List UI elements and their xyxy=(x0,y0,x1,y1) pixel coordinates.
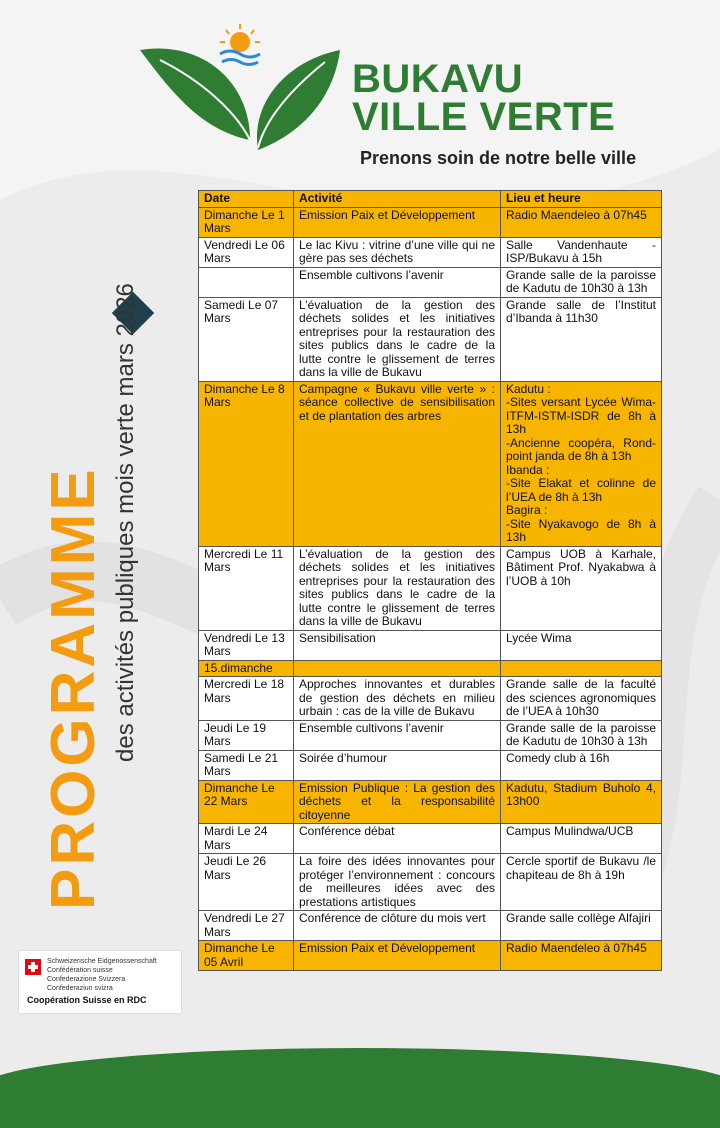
table-row xyxy=(199,854,662,911)
cell-date: 15.dimanche xyxy=(199,660,294,677)
cell-activity: Approches innovantes et durables de gestion des déchets en milieu urbain : cas de la ville de Bukavu xyxy=(294,677,501,721)
cell-date: Mercredi Le 11 Mars xyxy=(199,546,294,630)
cell-activity: Emission Paix et Développement xyxy=(294,207,501,237)
cell-activity: Ensemble cultivons l’avenir xyxy=(294,267,501,297)
swiss-lines xyxy=(47,957,157,993)
tagline: Prenons soin de notre belle ville xyxy=(360,148,637,168)
leaf-logo xyxy=(140,20,380,160)
schedule-table xyxy=(198,190,662,971)
header-place: Lieu et heure xyxy=(501,191,662,208)
cell-place: Radio Maendeleo à 07h45 xyxy=(501,207,662,237)
cell-place: Kadutu, Stadium Buholo 4, 13h00 xyxy=(501,780,662,824)
table-row xyxy=(199,911,662,941)
table-row xyxy=(199,824,662,854)
cell-activity: L’évaluation de la gestion des déchets solides et les initiatives entreprises pour la restauration des sites publics dans le cadre de la lutte contre le glissement de terres dans la ville de Bukavu xyxy=(294,546,501,630)
cell-place: Grande salle de la paroisse de Kadutu de 10h30 à 13h xyxy=(501,267,662,297)
cell-activity: Sensibilisation xyxy=(294,630,501,660)
cell-place: Campus Mulindwa/UCB xyxy=(501,824,662,854)
cell-activity xyxy=(294,660,501,677)
swiss-flag-icon xyxy=(25,959,41,975)
header-date: Date xyxy=(199,191,294,208)
cell-activity: L’évaluation de la gestion des déchets solides et les initiatives entreprises pour la restauration des sites publics dans le cadre de la lutte contre le glissement de terres dans la ville de Bukavu xyxy=(294,297,501,381)
cell-date: Vendredi Le 06 Mars xyxy=(199,237,294,267)
cell-date: Vendredi Le 27 Mars xyxy=(199,911,294,941)
cell-place: Grande salle de l’Institut d’Ibanda à 11h30 xyxy=(501,297,662,381)
table-row xyxy=(199,780,662,824)
table-row xyxy=(199,237,662,267)
cell-date xyxy=(199,267,294,297)
table-row xyxy=(199,660,662,677)
cell-place xyxy=(501,660,662,677)
cell-place: Salle Vandenhaute - ISP/Bukavu à 15h xyxy=(501,237,662,267)
swiss-line: Schweizerische Eidgenossenschaft xyxy=(47,958,157,965)
cell-date: Dimanche Le 1 Mars xyxy=(199,207,294,237)
cell-activity: Le lac Kivu : vitrine d’une ville qui ne gère pas ses déchets xyxy=(294,237,501,267)
cell-date: Samedi Le 21 Mars xyxy=(199,750,294,780)
cell-activity: Soirée d’humour xyxy=(294,750,501,780)
schedule-table-wrap xyxy=(198,190,662,971)
swiss-line: Confederazione Svizzera xyxy=(47,976,126,983)
table-row xyxy=(199,677,662,721)
swiss-line: Confédération suisse xyxy=(47,967,113,974)
table-header-row xyxy=(199,191,662,208)
table-row xyxy=(199,267,662,297)
cell-place: Grande salle de la faculté des sciences agronomiques de l’UEA à 10h30 xyxy=(501,677,662,721)
programme-title: PROGRAMME xyxy=(39,466,108,910)
table-body xyxy=(199,207,662,971)
cell-activity: Conférence de clôture du mois vert xyxy=(294,911,501,941)
brand-line2: VILLE VERTE xyxy=(352,95,616,139)
table-row xyxy=(199,630,662,660)
bottom-green-band xyxy=(0,1048,720,1128)
cell-activity: Emission Publique : La gestion des déchets et la responsabilité citoyenne xyxy=(294,780,501,824)
cell-date: Mercredi Le 18 Mars xyxy=(199,677,294,721)
cell-activity: Emission Paix et Développement xyxy=(294,941,501,971)
cell-place: Radio Maendeleo à 07h45 xyxy=(501,941,662,971)
cell-date: Dimanche Le 05 Avril xyxy=(199,941,294,971)
cell-place: Kadutu : -Sites versant Lycée Wima-ITFM-ISTM-ISDR de 8h à 13h -Ancienne coopéra, Rond-point janda de 8h à 13h Ibanda : -Site Elakat et colinne de l’UEA de 8h à 13h Bagira : -Site Nyakavogo de 8h à 13h xyxy=(501,381,662,546)
brand-line1: BUKAVU xyxy=(352,57,524,101)
cell-place: Comedy club à 16h xyxy=(501,750,662,780)
table-row xyxy=(199,297,662,381)
cell-date: Dimanche Le 8 Mars xyxy=(199,381,294,546)
table-row xyxy=(199,207,662,237)
table-row xyxy=(199,941,662,971)
cell-date: Vendredi Le 13 Mars xyxy=(199,630,294,660)
cell-place: Lycée Wima xyxy=(501,630,662,660)
cell-date: Dimanche Le 22 Mars xyxy=(199,780,294,824)
table-row xyxy=(199,546,662,630)
cell-date: Samedi Le 07 Mars xyxy=(199,297,294,381)
brand-title xyxy=(352,57,616,139)
swiss-line: Confederaziun svizra xyxy=(47,985,113,992)
programme-subtitle: des activités publiques mois verte mars 2026 xyxy=(112,283,139,762)
cell-place: Grande salle collège Alfajiri xyxy=(501,911,662,941)
table-row xyxy=(199,720,662,750)
cell-place: Campus UOB à Karhale, Bâtiment Prof. Nyakabwa à l’UOB à 10h xyxy=(501,546,662,630)
cell-date: Jeudi Le 19 Mars xyxy=(199,720,294,750)
cell-activity: La foire des idées innovantes pour protéger l’environnement : concours de meilleures idées avec des prestations artistiques xyxy=(294,854,501,911)
cell-date: Mardi Le 24 Mars xyxy=(199,824,294,854)
cell-activity: Ensemble cultivons l’avenir xyxy=(294,720,501,750)
swiss-coop-label: Coopération Suisse en RDC xyxy=(27,995,147,1005)
cell-date: Jeudi Le 26 Mars xyxy=(199,854,294,911)
cell-activity: Conférence débat xyxy=(294,824,501,854)
cell-place: Cercle sportif de Bukavu /le chapiteau de 8h à 19h xyxy=(501,854,662,911)
table-row xyxy=(199,750,662,780)
swiss-cooperation-logo xyxy=(18,950,182,1014)
table-row xyxy=(199,381,662,546)
cell-place: Grande salle de la paroisse de Kadutu de 10h30 à 13h xyxy=(501,720,662,750)
cell-activity: Campagne « Bukavu ville verte » : séance collective de sensibilisation et de plantation des arbres xyxy=(294,381,501,546)
header-activity: Activité xyxy=(294,191,501,208)
